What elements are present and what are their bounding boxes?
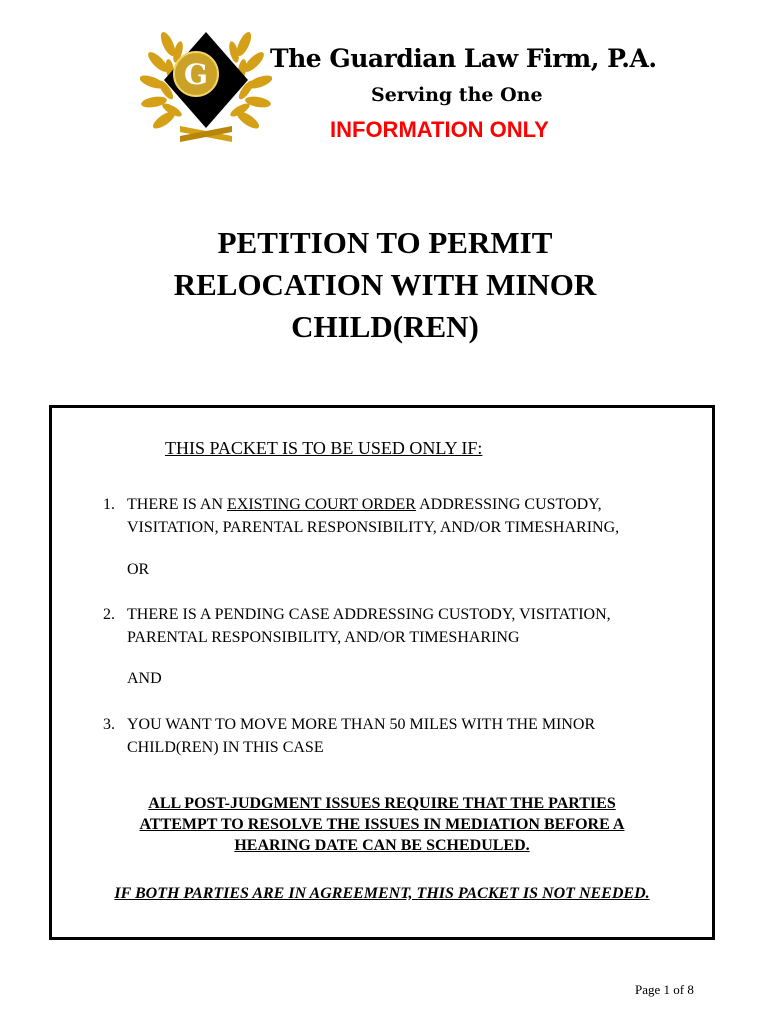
laurel-wreath-icon — [140, 24, 272, 146]
firm-name: The Guardian Law Firm, P.A. — [270, 44, 657, 73]
conditions-box — [49, 405, 715, 940]
firm-logo — [140, 24, 272, 146]
mediation-notice — [52, 793, 712, 856]
item-number: 1. — [103, 496, 115, 513]
title-line: CHILD(REN) — [291, 309, 479, 344]
notice-line: HEARING DATE CAN BE SCHEDULED. — [234, 837, 530, 854]
item-line: PARENTAL RESPONSIBILITY, AND/OR TIMESHARING — [127, 629, 520, 646]
item-number: 3. — [103, 716, 115, 733]
page-number: Page 1 of 8 — [635, 982, 694, 997]
item-line: THERE IS AN EXISTING COURT ORDER ADDRESSING CUSTODY, — [127, 496, 602, 513]
item-line: YOU WANT TO MOVE MORE THAN 50 MILES WITH THE MINOR — [127, 716, 596, 733]
underlined-phrase: EXISTING COURT ORDER — [227, 496, 416, 513]
title-line: PETITION TO PERMIT — [217, 225, 553, 260]
agreement-notice: IF BOTH PARTIES ARE IN AGREEMENT, THIS PACKET IS NOT NEEDED. — [114, 885, 650, 902]
title-line: RELOCATION WITH MINOR — [173, 267, 597, 302]
notice-line: ATTEMPT TO RESOLVE THE ISSUES IN MEDIATION BEFORE A — [139, 816, 625, 833]
item-line: THERE IS A PENDING CASE ADDRESSING CUSTODY, VISITATION, — [127, 606, 611, 623]
item-number: 2. — [103, 606, 115, 623]
item-line: CHILD(REN) IN THIS CASE — [127, 739, 324, 756]
item-line: VISITATION, PARENTAL RESPONSIBILITY, AND/OR TIMESHARING, — [127, 519, 620, 536]
separator-and: AND — [127, 670, 162, 687]
notice-line: ALL POST-JUDGMENT ISSUES REQUIRE THAT THE PARTIES — [148, 795, 616, 812]
document-title — [0, 222, 770, 348]
separator-or: OR — [127, 561, 150, 578]
svg-text:G: G — [184, 58, 208, 91]
information-only-label: INFORMATION ONLY — [330, 117, 549, 142]
box-heading: THIS PACKET IS TO BE USED ONLY IF: — [165, 438, 483, 458]
firm-tagline: Serving the One — [371, 84, 543, 106]
